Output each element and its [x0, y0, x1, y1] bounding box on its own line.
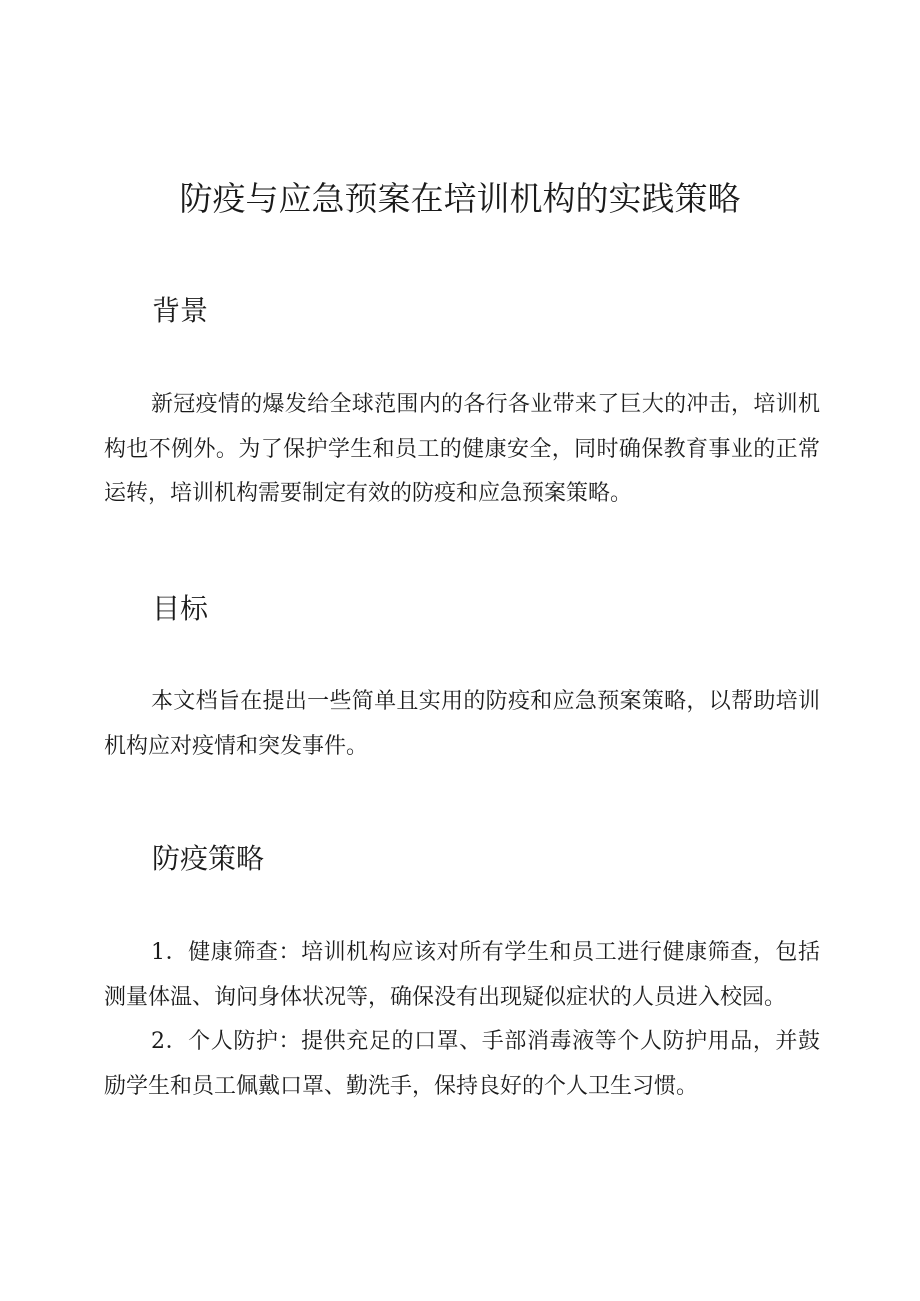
list-item-personal-protection: 2．个人防护：提供充足的口罩、手部消毒液等个人防护用品，并鼓励学生和员工佩戴口罩、勤洗手，保持良好的个人卫生习惯。 — [104, 1029, 820, 1099]
section-heading-prevention-strategy: 防疫策略 — [152, 842, 265, 875]
section-heading-goal: 目标 — [152, 592, 209, 625]
paragraph-background: 新冠疫情的爆发给全球范围内的各行各业带来了巨大的冲击，培训机构也不例外。为了保护学生和员工的健康安全，同时确保教育事业的正常运转，培训机构需要制定有效的防疫和应急预案策略。 — [104, 392, 820, 506]
document-title: 防疫与应急预案在培训机构的实践策略 — [179, 179, 741, 218]
section-heading-background: 背景 — [152, 294, 209, 327]
paragraph-goal: 本文档旨在提出一些简单且实用的防疫和应急预案策略，以帮助培训机构应对疫情和突发事件。 — [104, 689, 820, 759]
list-item-health-screening: 1．健康筛查：培训机构应该对所有学生和员工进行健康筛查，包括测量体温、询问身体状况等，确保没有出现疑似症状的人员进入校园。 — [104, 940, 820, 1010]
